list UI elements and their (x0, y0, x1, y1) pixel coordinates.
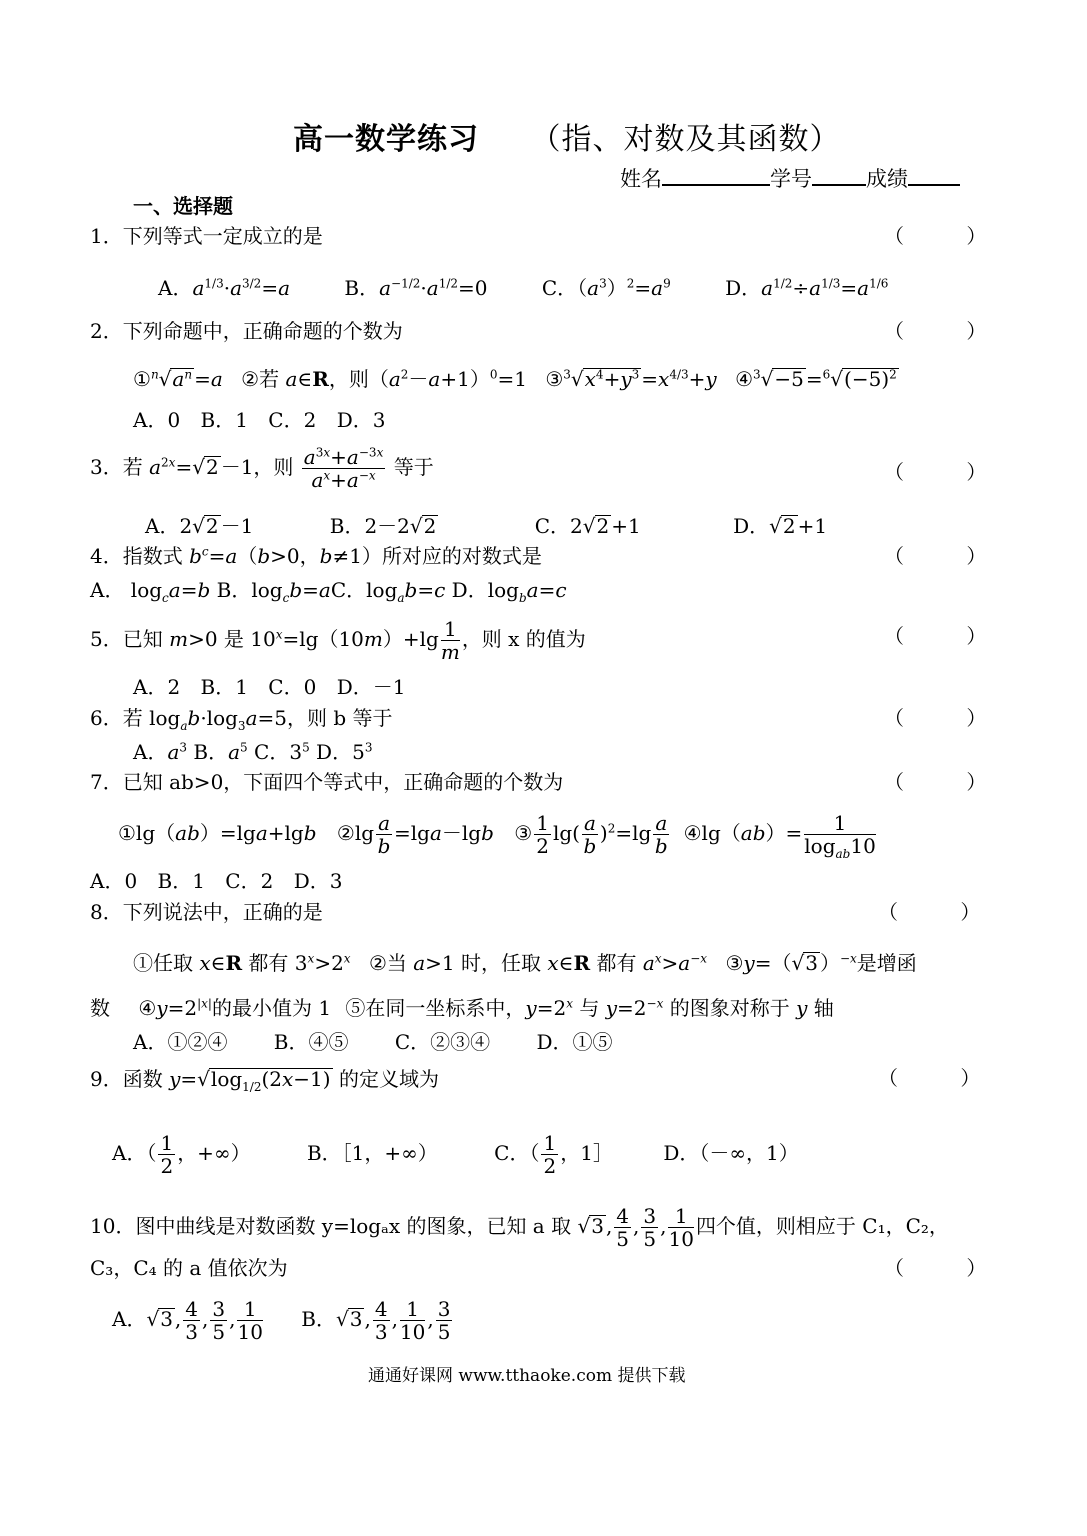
q7-statements: ①lg（ab）=lga+lgb ②lg $\frac{a}{b}$ =lga－lgb ③ $\frac{1}{2}$ lg( $\frac{a}{b}$ )$^2$=lg $\frac{a}{b}$ ④lg（ab）= $\frac{1}{\log_{ab}10}$ (118, 811, 876, 861)
name-blank (662, 166, 770, 186)
q2-stem: 2．下列命题中，正确命题的个数为 (90, 319, 403, 343)
q3-options: A．2√2 －1 B．2－2√2 C．2√2 +1 D．√2 +1 (145, 514, 828, 538)
q9-bracket: （ ） (878, 1066, 1009, 1090)
q9-tail: 的定义域为 (338, 1067, 439, 1091)
q3-tail: 等于 (393, 455, 434, 479)
q5-stem: 5．已知 (90, 627, 163, 651)
q6-stem: 6．若 (90, 706, 143, 730)
q6-line: 6．若 $\log_ab\cdot\log_3a=5$，则 b 等于 (90, 706, 393, 733)
q10-bracket: （ ） (884, 1256, 1015, 1280)
q5-bracket: （ ） (884, 624, 1015, 648)
q7-bracket: （ ） (884, 770, 1015, 794)
title-main: 高一数学练习 (293, 122, 479, 157)
q4-line: 4．指数式 $b^c=a(b>0$，b≠1）所对应的对数式是 (90, 544, 542, 568)
q2-options: A．0 B．1 C．2 D．3 (133, 408, 386, 432)
q2-statements: $①^n√a^n =a$ ②若 a∈R，则$(a^2-a+1)^0=1$ $③^3√x^4+y^3 =x^{4/3}+y$ ④$^3$√−5 $=^6√(-5)^2$ (133, 367, 897, 391)
footer-text: 通通好课网 www.tthaoke.com 提供下载 (368, 1366, 686, 1386)
q3-line: 3．若 $a^{2x}=√2 -1$，则 $\frac{a^{3x}+a^{-3x}}{a^x+a^{-x}}$ 等于 (90, 445, 434, 492)
section-heading: 一、选择题 (133, 194, 233, 218)
q6-tail: ，则 b 等于 (286, 706, 393, 730)
q5-line: 5．已知 m>0 是 $10^x=\lg(10m)+\lg$ $\frac{1}{m}$ ，则 x 的值为 (90, 617, 586, 664)
q10-line1: 10．图中曲线是对数函数 y=logₐx 的图象，已知 a 取 √3 , $\frac{4}{5}$ , $\frac{3}{5}$ , $\frac{1}{10}$ 四个值，则相应于 C₁，C₂， (90, 1204, 949, 1251)
q1-options: A．$a^{1/3}\cdot a^{3/2}=a$ B．$a^{-1/2}\cdot a^{1/2}=0$ C．$(a^3)^2=a^9$ D．$a^{1/2}\div a^{1/3}=a^{1/6}$ (158, 276, 889, 300)
q8-bracket: （ ） (878, 900, 1009, 924)
q9-options: A．（ $\frac{1}{2}$ ，+∞） B．［1，+∞） C．（ $\frac{1}{2}$ ，1］ D．（－∞，1） (112, 1131, 799, 1178)
title-sub: （指、对数及其函数） (530, 122, 841, 157)
q4-bracket: （ ） (884, 544, 1015, 568)
q5-options: A．2 B．1 C．0 D．－1 (133, 675, 406, 699)
q8-stem: 8．下列说法中，正确的是 (90, 900, 323, 924)
q10-options: A．√3 , $\frac{4}{3}$ , $\frac{3}{5}$ , $\frac{1}{10}$ B．√3 , $\frac{4}{3}$ , $\frac{1}{10}$ , $\frac{3}{5}$ (112, 1297, 451, 1344)
q10-stem: 10．图中曲线是对数函数 y=logₐx 的图象，已知 a 取 (90, 1214, 572, 1238)
id-blank (812, 166, 866, 186)
q3-fraction: $\frac{a^{3x}+a^{-3x}}{a^x+a^{-x}}$ (303, 445, 384, 492)
q10-line2: C₃，C₄ 的 a 值依次为 (90, 1256, 288, 1280)
q3-bracket: （ ） (884, 460, 1015, 484)
q8-options: A．①②④ B．④⑤ C．②③④ D．①⑤ (133, 1030, 613, 1054)
q6-options: A．$a^3$ B．$a^5$ C．$3^5$ D．$5^3$ (133, 740, 373, 764)
q9-stem: 9．函数 (90, 1067, 163, 1091)
q10-tail: 四个值，则相应于 C₁，C₂， (695, 1214, 949, 1238)
score-blank (908, 166, 960, 186)
q1-stem: 1．下列等式一定成立的是 (90, 224, 323, 248)
page-title (293, 122, 841, 157)
score-label: 成绩 (866, 167, 908, 191)
q7-stem: 7．已知 ab>0，下面四个等式中，正确命题的个数为 (90, 770, 564, 794)
q4-stem: 4．指数式 (90, 544, 183, 568)
q6-bracket: （ ） (884, 706, 1015, 730)
q3-stem: 3．若 (90, 455, 143, 479)
q2-bracket: （ ） (884, 319, 1015, 343)
q7-options: A．0 B．1 C．2 D．3 (90, 869, 343, 893)
id-label: 学号 (770, 167, 812, 191)
q8-statements-line1: ①任取 x∈R 都有 $3^x>2^x$ ②当 a>1 时，任取 x∈R 都有 $a^x>a^{-x}$ ③y=（√3 ）$^{-x}$是增函 (133, 951, 917, 975)
student-info (620, 166, 960, 190)
q1-bracket: （ ） (884, 224, 1015, 248)
q5-tail: ，则 x 的值为 (461, 627, 586, 651)
q8-statements-line2: 数 $④y=2^{|x|}$的最小值为 1 ⑤在同一坐标系中，$y=2^x$ 与 $y=2^{-x}$ 的图象对称于 y 轴 (90, 996, 834, 1020)
q9-line: 9．函数 $y=√\log_{1/2}(2x-1)$ 的定义域为 (90, 1067, 439, 1094)
q4-options: A． $\log_ca=b$ B．$\log_cb=aC$．$\log_ab=c$ D．$\log_ba=c$ (90, 578, 567, 605)
q4-stem2: 所对应的对数式是 (381, 544, 542, 568)
name-label: 姓名 (620, 167, 662, 191)
